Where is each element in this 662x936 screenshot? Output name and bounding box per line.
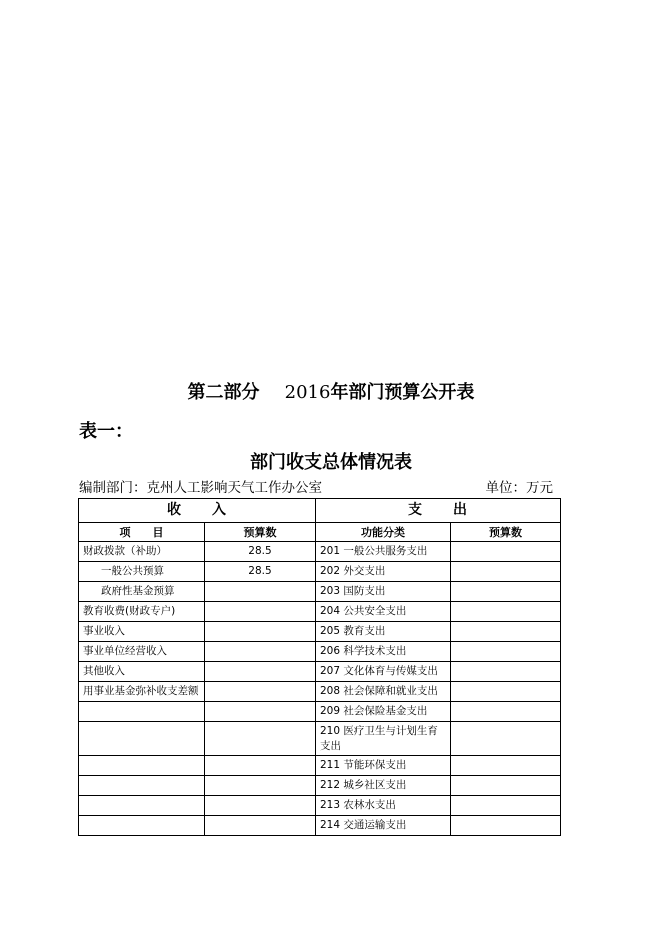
cell-item	[79, 722, 205, 756]
cell-income-amount	[205, 582, 316, 602]
cell-income-amount	[205, 816, 316, 836]
cell-income-amount	[205, 776, 316, 796]
unit-label: 单位：万元	[485, 480, 553, 496]
table-row	[79, 542, 561, 562]
cell-income-amount	[205, 622, 316, 642]
table-row	[79, 622, 561, 642]
cell-expense-amount	[451, 682, 561, 702]
cell-category: 210 医疗卫生与计划生育支出	[316, 722, 451, 756]
heading-title: 年部门预算公开表	[330, 382, 475, 403]
cell-item: 政府性基金预算	[79, 582, 205, 602]
cell-expense-amount	[451, 662, 561, 682]
cell-category: 211 节能环保支出	[316, 756, 451, 776]
cell-item: 财政拨款（补助）	[79, 542, 205, 562]
cell-expense-amount	[451, 756, 561, 776]
cell-category: 204 公共安全支出	[316, 602, 451, 622]
cell-item: 事业单位经营收入	[79, 642, 205, 662]
table-row	[79, 796, 561, 816]
cell-item	[79, 796, 205, 816]
cell-item	[79, 702, 205, 722]
table-header-columns	[79, 523, 561, 542]
cell-category: 213 农林水支出	[316, 796, 451, 816]
cell-item	[79, 756, 205, 776]
cell-category: 205 教育支出	[316, 622, 451, 642]
table-row	[79, 642, 561, 662]
cell-item: 一般公共预算	[79, 562, 205, 582]
page-heading	[0, 378, 662, 404]
cell-category: 206 科学技术支出	[316, 642, 451, 662]
table-title: 部门收支总体情况表	[250, 452, 412, 473]
cell-income-amount	[205, 642, 316, 662]
dept-label: 编制部门：克州人工影响天气工作办公室	[79, 480, 322, 496]
col-item-header: 项 目	[79, 523, 205, 542]
cell-expense-amount	[451, 602, 561, 622]
table-row	[79, 662, 561, 682]
col-category-header: 功能分类	[316, 523, 451, 542]
cell-expense-amount	[451, 796, 561, 816]
cell-category: 203 国防支出	[316, 582, 451, 602]
income-header: 收 入	[79, 499, 316, 523]
col-budget-expense-header: 预算数	[451, 523, 561, 542]
heading-part: 第二部分	[187, 382, 260, 403]
cell-item	[79, 776, 205, 796]
cell-category: 214 交通运输支出	[316, 816, 451, 836]
cell-expense-amount	[451, 642, 561, 662]
cell-item: 其他收入	[79, 662, 205, 682]
cell-category: 208 社会保障和就业支出	[316, 682, 451, 702]
cell-item: 教育收费(财政专户)	[79, 602, 205, 622]
cell-income-amount	[205, 682, 316, 702]
cell-income-amount: 28.5	[205, 562, 316, 582]
cell-category: 209 社会保险基金支出	[316, 702, 451, 722]
cell-category: 201 一般公共服务支出	[316, 542, 451, 562]
table-label: 表一：	[79, 421, 133, 442]
cell-income-amount	[205, 662, 316, 682]
heading-year: 2016	[284, 382, 331, 403]
cell-expense-amount	[451, 562, 561, 582]
cell-expense-amount	[451, 776, 561, 796]
dept-line	[79, 476, 553, 496]
cell-expense-amount	[451, 622, 561, 642]
cell-income-amount	[205, 702, 316, 722]
col-budget-income-header: 预算数	[205, 523, 316, 542]
cell-item	[79, 816, 205, 836]
table-row	[79, 702, 561, 722]
cell-income-amount	[205, 796, 316, 816]
table-row	[79, 582, 561, 602]
cell-expense-amount	[451, 816, 561, 836]
cell-category: 212 城乡社区支出	[316, 776, 451, 796]
table-row	[79, 816, 561, 836]
cell-category: 207 文化体育与传媒支出	[316, 662, 451, 682]
cell-income-amount	[205, 602, 316, 622]
table-row	[79, 756, 561, 776]
cell-category: 202 外交支出	[316, 562, 451, 582]
table-header-group	[79, 499, 561, 523]
cell-income-amount	[205, 722, 316, 756]
table-body	[79, 542, 561, 836]
cell-expense-amount	[451, 702, 561, 722]
budget-table	[78, 498, 561, 836]
cell-item: 用事业基金弥补收支差额	[79, 682, 205, 702]
table-row	[79, 562, 561, 582]
table-row	[79, 682, 561, 702]
table-row	[79, 722, 561, 756]
expense-header: 支 出	[316, 499, 561, 523]
cell-expense-amount	[451, 582, 561, 602]
table-row	[79, 602, 561, 622]
cell-expense-amount	[451, 722, 561, 756]
table-row	[79, 776, 561, 796]
cell-income-amount	[205, 756, 316, 776]
cell-expense-amount	[451, 542, 561, 562]
cell-income-amount: 28.5	[205, 542, 316, 562]
cell-item: 事业收入	[79, 622, 205, 642]
